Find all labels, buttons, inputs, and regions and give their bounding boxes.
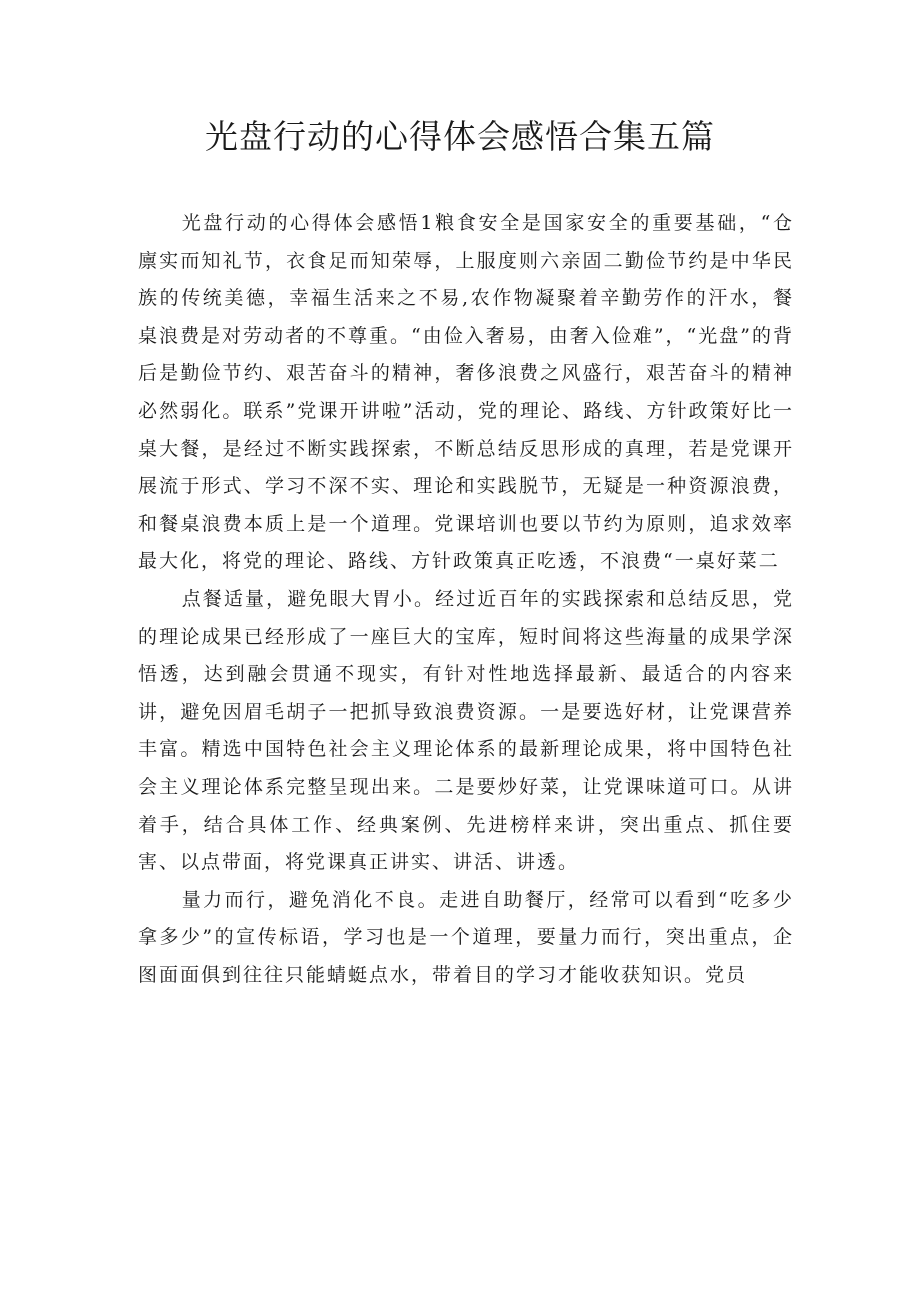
document-title: 光盘行动的心得体会感悟合集五篇 bbox=[205, 117, 715, 156]
document-body bbox=[138, 205, 794, 994]
paragraph-2: 点餐适量，避免眼大胃小。经过近百年的实践探索和总结反思，党的理论成果已经形成了一座巨大的宝库，短时间将这些海量的成果学深悟透，达到融会贯通不现实，有针对性地选择最新、最适合的内容来讲，避免因眉毛胡子一把抓导致浪费资源。一是要选好材，让党课营养丰富。精选中国特色社会主义理论体系的最新理论成果，将中国特色社会主义理论体系完整呈现出来。二是要炒好菜，让党课味道可口。从讲着手，结合具体工作、经典案例、先进榜样来讲，突出重点、抓住要害、以点带面，将党课真正讲实、讲活、讲透。 bbox=[138, 587, 794, 874]
paragraph-1: 光盘行动的心得体会感悟1粮食安全是国家安全的重要基础，“仓廪实而知礼节，衣食足而知荣辱，上服度则六亲固二勤俭节约是中华民族的传统美德，幸福生活来之不易,农作物凝聚着辛勤劳作的汗水，餐桌浪费是对劳动者的不尊重。“由俭入奢易，由奢入俭难”，“光盘”的背后是勤俭节约、艰苦奋斗的精神，奢侈浪费之风盛行，艰苦奋斗的精神必然弱化。联系”党课开讲啦”活动，党的理论、路线、方针政策好比一桌大餐，是经过不断实践探索，不断总结反思形成的真理，若是党课开展流于形式、学习不深不实、理论和实践脱节，无疑是一种资源浪费，和餐桌浪费本质上是一个道理。党课培训也要以节约为原则，追求效率最大化，将党的理论、路线、方针政策真正吃透，不浪费“一桌好菜二 bbox=[138, 212, 794, 573]
paragraph-3: 量力而行，避免消化不良。走进自助餐厅，经常可以看到“吃多少拿多少”的宣传标语，学习也是一个道理，要量力而行，突出重点，企图面面俱到往往只能蜻蜓点水，带着目的学习才能收获知识。党员 bbox=[138, 888, 794, 986]
